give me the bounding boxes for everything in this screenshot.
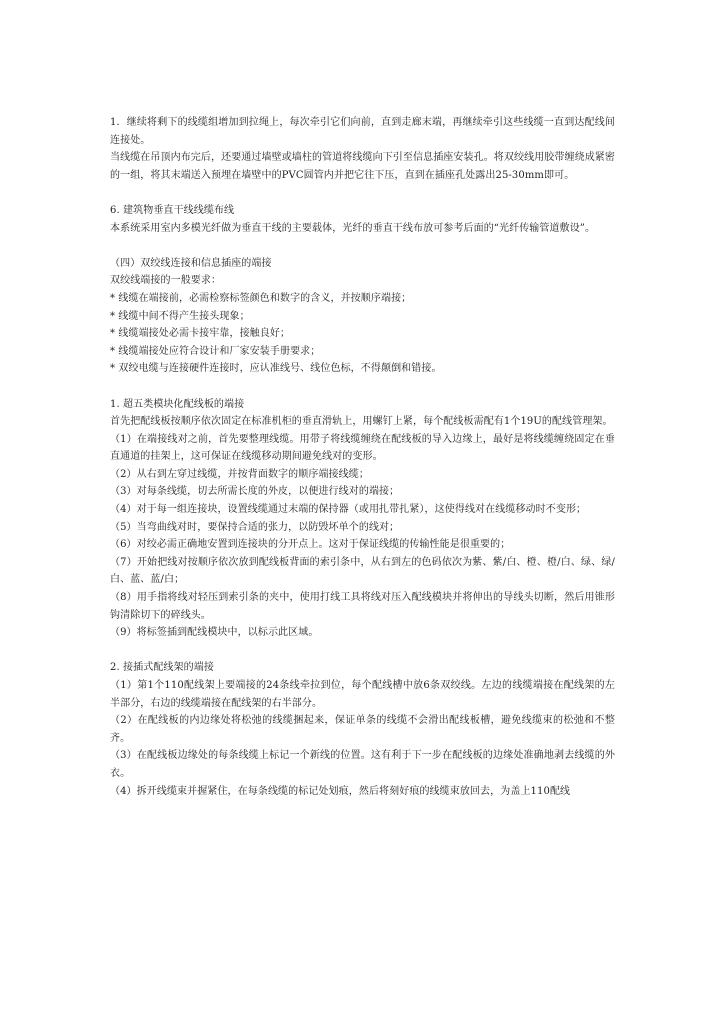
paragraph-gap	[110, 184, 615, 202]
paragraph: （6）对绞必需正确地安置到连接块的分开点上。这对于保证线缆的传输性能是很重要的；	[110, 539, 511, 551]
paragraph: 1．继续将剩下的线缆组增加到拉绳上，每次牵引它们向前，直到走廊末端，再继续牵引这些线缆一直到达配线间连接处。	[110, 117, 615, 146]
paragraph: （3）在配线板边缘处的每条线缆上标记一个新线的位置。这有利于下一步在配线板的边缘处准确地剥去线缆的外衣。	[110, 750, 615, 779]
paragraph: 1. 超五类模块化配线板的端接	[110, 398, 245, 410]
paragraph: 双绞线端接的一般要求：	[110, 275, 222, 287]
document-body	[110, 114, 615, 800]
paragraph-gap	[110, 642, 615, 660]
paragraph: （3）对每条线缆，切去所需长度的外皮，以便进行线对的端接；	[110, 486, 400, 498]
paragraph: * 线缆端接处应符合设计和厂家安装手册要求；	[110, 345, 321, 357]
paragraph: （4）拆开线缆束并握紧住，在每条线缆的标记处划痕，然后将刻好痕的线缆束放回去，为盖上110配线	[110, 785, 571, 797]
paragraph: （1）在端接线对之前，首先要整理线缆。用带子将线缆缠绕在配线板的导入边缘上，最好是将线缆缠绕固定在垂直通道的挂架上，这可保证在线缆移动期间避免线对的变形。	[110, 433, 615, 463]
paragraph: 首先把配线板按顺序依次固定在标准机柜的垂直滑轨上，用螺钉上紧，每个配线板需配有1个19U的配线管理架。	[110, 416, 613, 428]
paragraph: * 线缆中间不得产生接头现象；	[110, 310, 250, 322]
paragraph: （7）开始把线对按顺序依次放到配线板背面的索引条中，从右到左的色码依次为紫、紫/白、橙、橙/白、绿、绿/白、蓝、蓝/白；	[110, 556, 615, 586]
paragraph: （1）第1个110配线架上要端接的24条线牵拉到位，每个配线槽中放6条双绞线。左边的线缆端接在配线架的左半部分，右边的线缆端接在配线架的右半部分。	[110, 680, 615, 709]
paragraph: （2）在配线板的内边缘处将松弛的线缆捆起来，保证单条的线缆不会滑出配线板槽，避免线缆束的松弛和不整齐。	[110, 715, 615, 744]
paragraph: 2. 接插式配线架的端接	[110, 662, 214, 674]
paragraph: * 线缆端接处必需卡接牢靠，接触良好；	[110, 328, 291, 340]
paragraph: （4）对于每一组连接块，设置线缆通过末端的保持器（或用扎带扎紧），这使得线对在线缆移动时不变形；	[110, 504, 587, 516]
paragraph-gap	[110, 237, 615, 255]
paragraph: 当线缆在吊顶内布完后，还要通过墙壁或墙柱的管道将线缆向下引至信息插座安装孔。将双绞线用胶带缠绕成紧密的一组，将其末端送入预埋在墙壁中的PVC圆管内并把它往下压，直到在插座孔处露出25-30mm即可。	[110, 152, 615, 181]
paragraph: （9）将标签插到配线模块中，以标示此区域。	[110, 627, 319, 639]
paragraph-gap	[110, 378, 615, 396]
paragraph: （8）用手指将线对轻压到索引条的夹中，使用打线工具将线对压入配线模块并将伸出的导线头切断，然后用锥形钩清除切下的碎线头。	[110, 592, 615, 621]
paragraph: * 线缆在端接前，必需检察标签颜色和数字的含义，并按顺序端接；	[110, 292, 412, 304]
paragraph: 6. 建筑物垂直干线线缆布线	[110, 204, 235, 216]
paragraph: （2）从右到左穿过线缆，并按背面数字的顺序端接线缆；	[110, 468, 369, 480]
paragraph: 本系统采用室内多模光纤做为垂直干线的主要载体，光纤的垂直干线布放可参考后面的“光纤传输管道敷设”。	[110, 222, 596, 234]
paragraph: （四）双绞线连接和信息插座的端接	[110, 257, 272, 269]
paragraph: * 双绞电缆与连接硬件连接时，应认准线号、线位色标，不得颠倒和错接。	[110, 363, 442, 375]
paragraph: （5）当弯曲线对时，要保持合适的张力，以防毁坏单个的线对；	[110, 521, 400, 533]
